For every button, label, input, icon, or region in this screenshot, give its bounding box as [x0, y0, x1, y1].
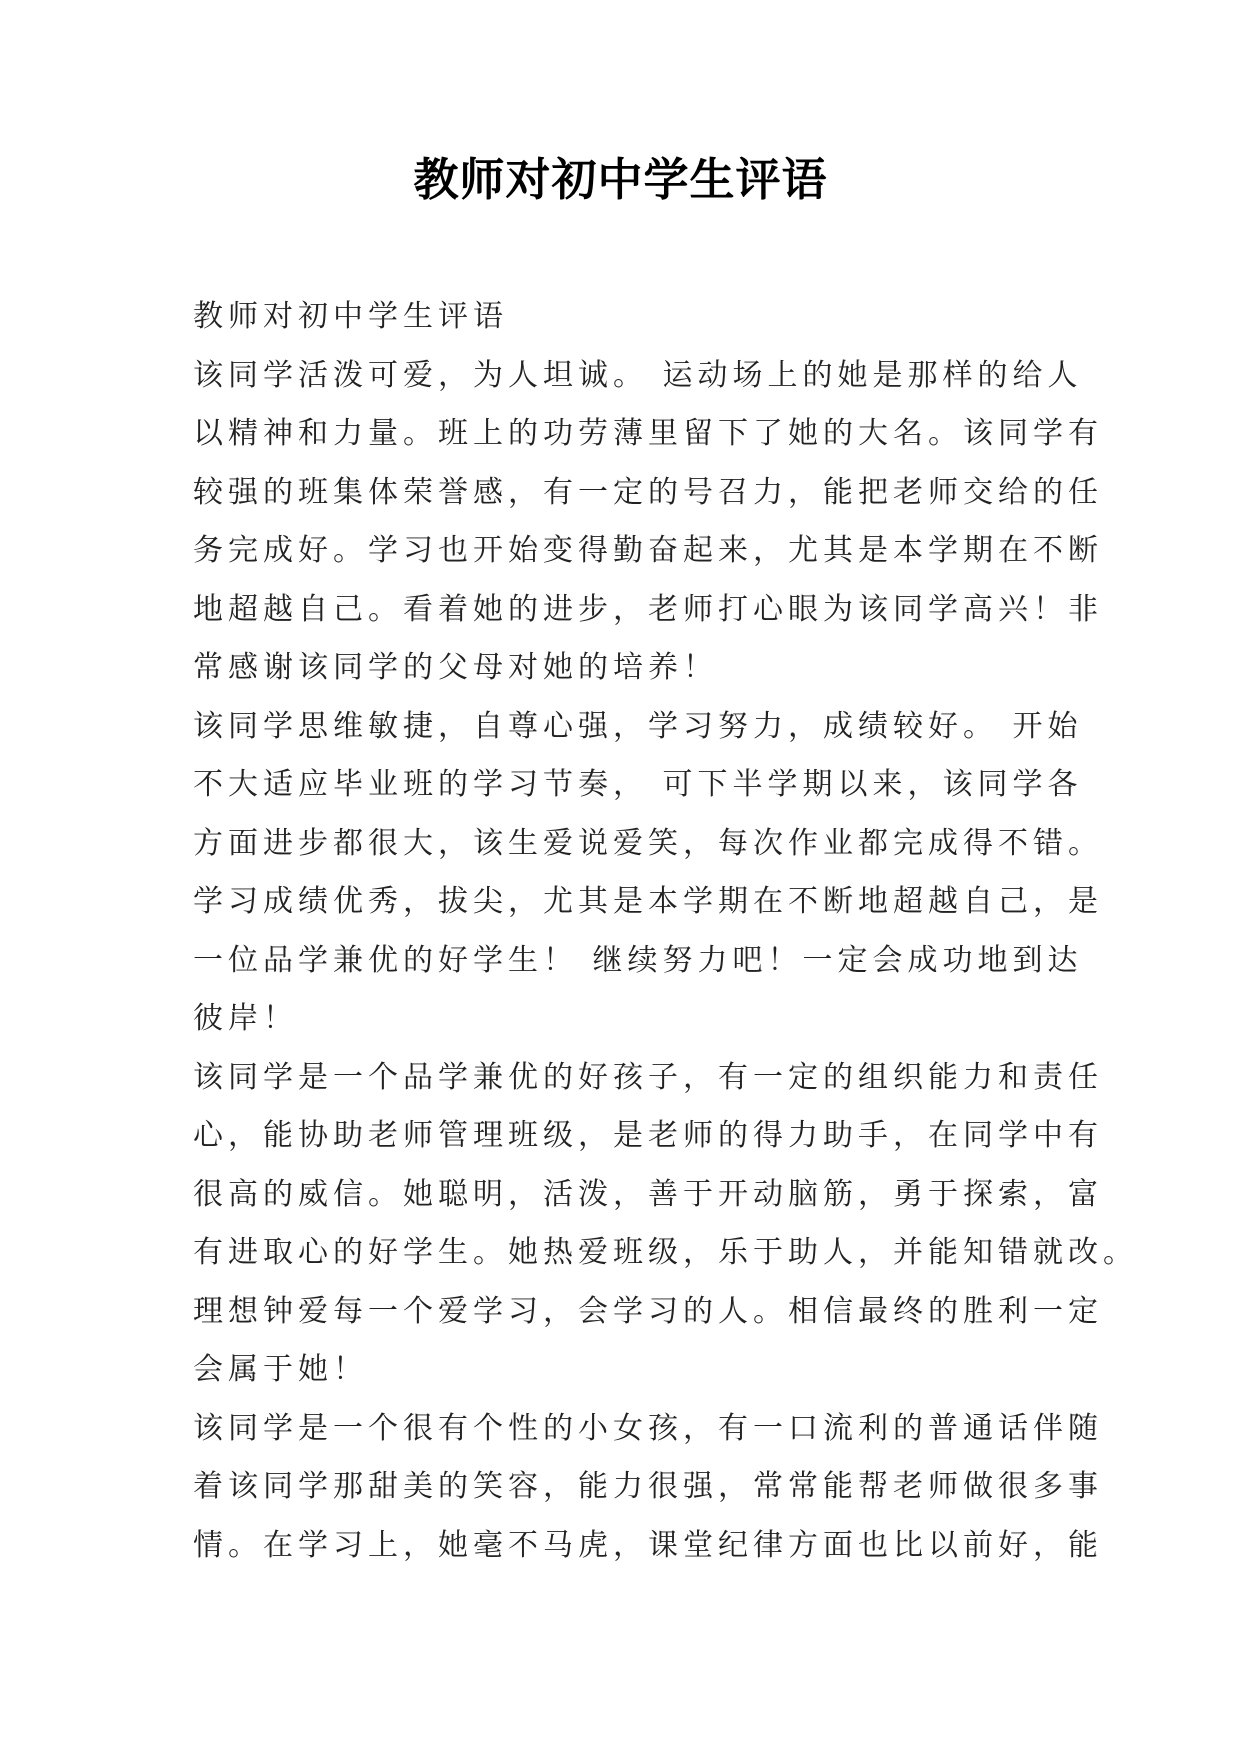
body-line: 务完成好。学习也开始变得勤奋起来，尤其是本学期在不断 — [193, 533, 1103, 568]
body-line: 地超越自己。看着她的进步，老师打心眼为该同学高兴！非 — [193, 591, 1103, 627]
body-line: 着该同学那甜美的笑容，能力很强，常常能帮老师做很多事 — [193, 1469, 1103, 1504]
body-line: 该同学是一个很有个性的小女孩，有一口流利的普通话伴随 — [193, 1410, 1103, 1446]
body-line: 方面进步都很大，该生爱说爱笑，每次作业都完成得不错。 — [193, 825, 1103, 861]
body-line: 情。在学习上，她毫不马虎，课堂纪律方面也比以前好，能 — [193, 1527, 1103, 1563]
body-line: 心，能协助老师管理班级，是老师的得力助手，在同学中有 — [193, 1118, 1103, 1153]
body-line: 较强的班集体荣誉感，有一定的号召力，能把老师交给的任 — [193, 474, 1103, 510]
body-line: 会属于她！ — [193, 1352, 368, 1387]
body-line: 理想钟爱每一个爱学习，会学习的人。相信最终的胜利一定 — [193, 1293, 1103, 1329]
body-line: 教师对初中学生评语 — [193, 299, 508, 334]
body-line: 一位品学兼优的好学生！ 继续努力吧！一定会成功地到达 — [193, 942, 1083, 978]
body-line: 该同学活泼可爱，为人坦诚。 运动场上的她是那样的给人 — [193, 357, 1083, 393]
document-body — [193, 288, 1138, 1575]
body-line: 学习成绩优秀，拔尖，尤其是本学期在不断地超越自己，是 — [193, 884, 1103, 919]
body-line: 以精神和力量。班上的功劳薄里留下了她的大名。该同学有 — [193, 416, 1103, 451]
body-line: 很高的威信。她聪明，活泼，善于开动脑筋，勇于探索，富 — [193, 1176, 1103, 1212]
body-line: 不大适应毕业班的学习节奏， 可下半学期以来，该同学各 — [193, 767, 1083, 802]
document-title: 教师对初中学生评语 — [413, 153, 828, 206]
body-line: 常感谢该同学的父母对她的培养！ — [193, 650, 718, 685]
body-line: 该同学思维敏捷，自尊心强，学习努力，成绩较好。 开始 — [193, 708, 1083, 744]
body-line: 有进取心的好学生。她热爱班级，乐于助人，并能知错就改。 — [193, 1235, 1138, 1270]
body-line: 彼岸！ — [193, 1001, 298, 1036]
body-line: 该同学是一个品学兼优的好孩子，有一定的组织能力和责任 — [193, 1059, 1103, 1095]
